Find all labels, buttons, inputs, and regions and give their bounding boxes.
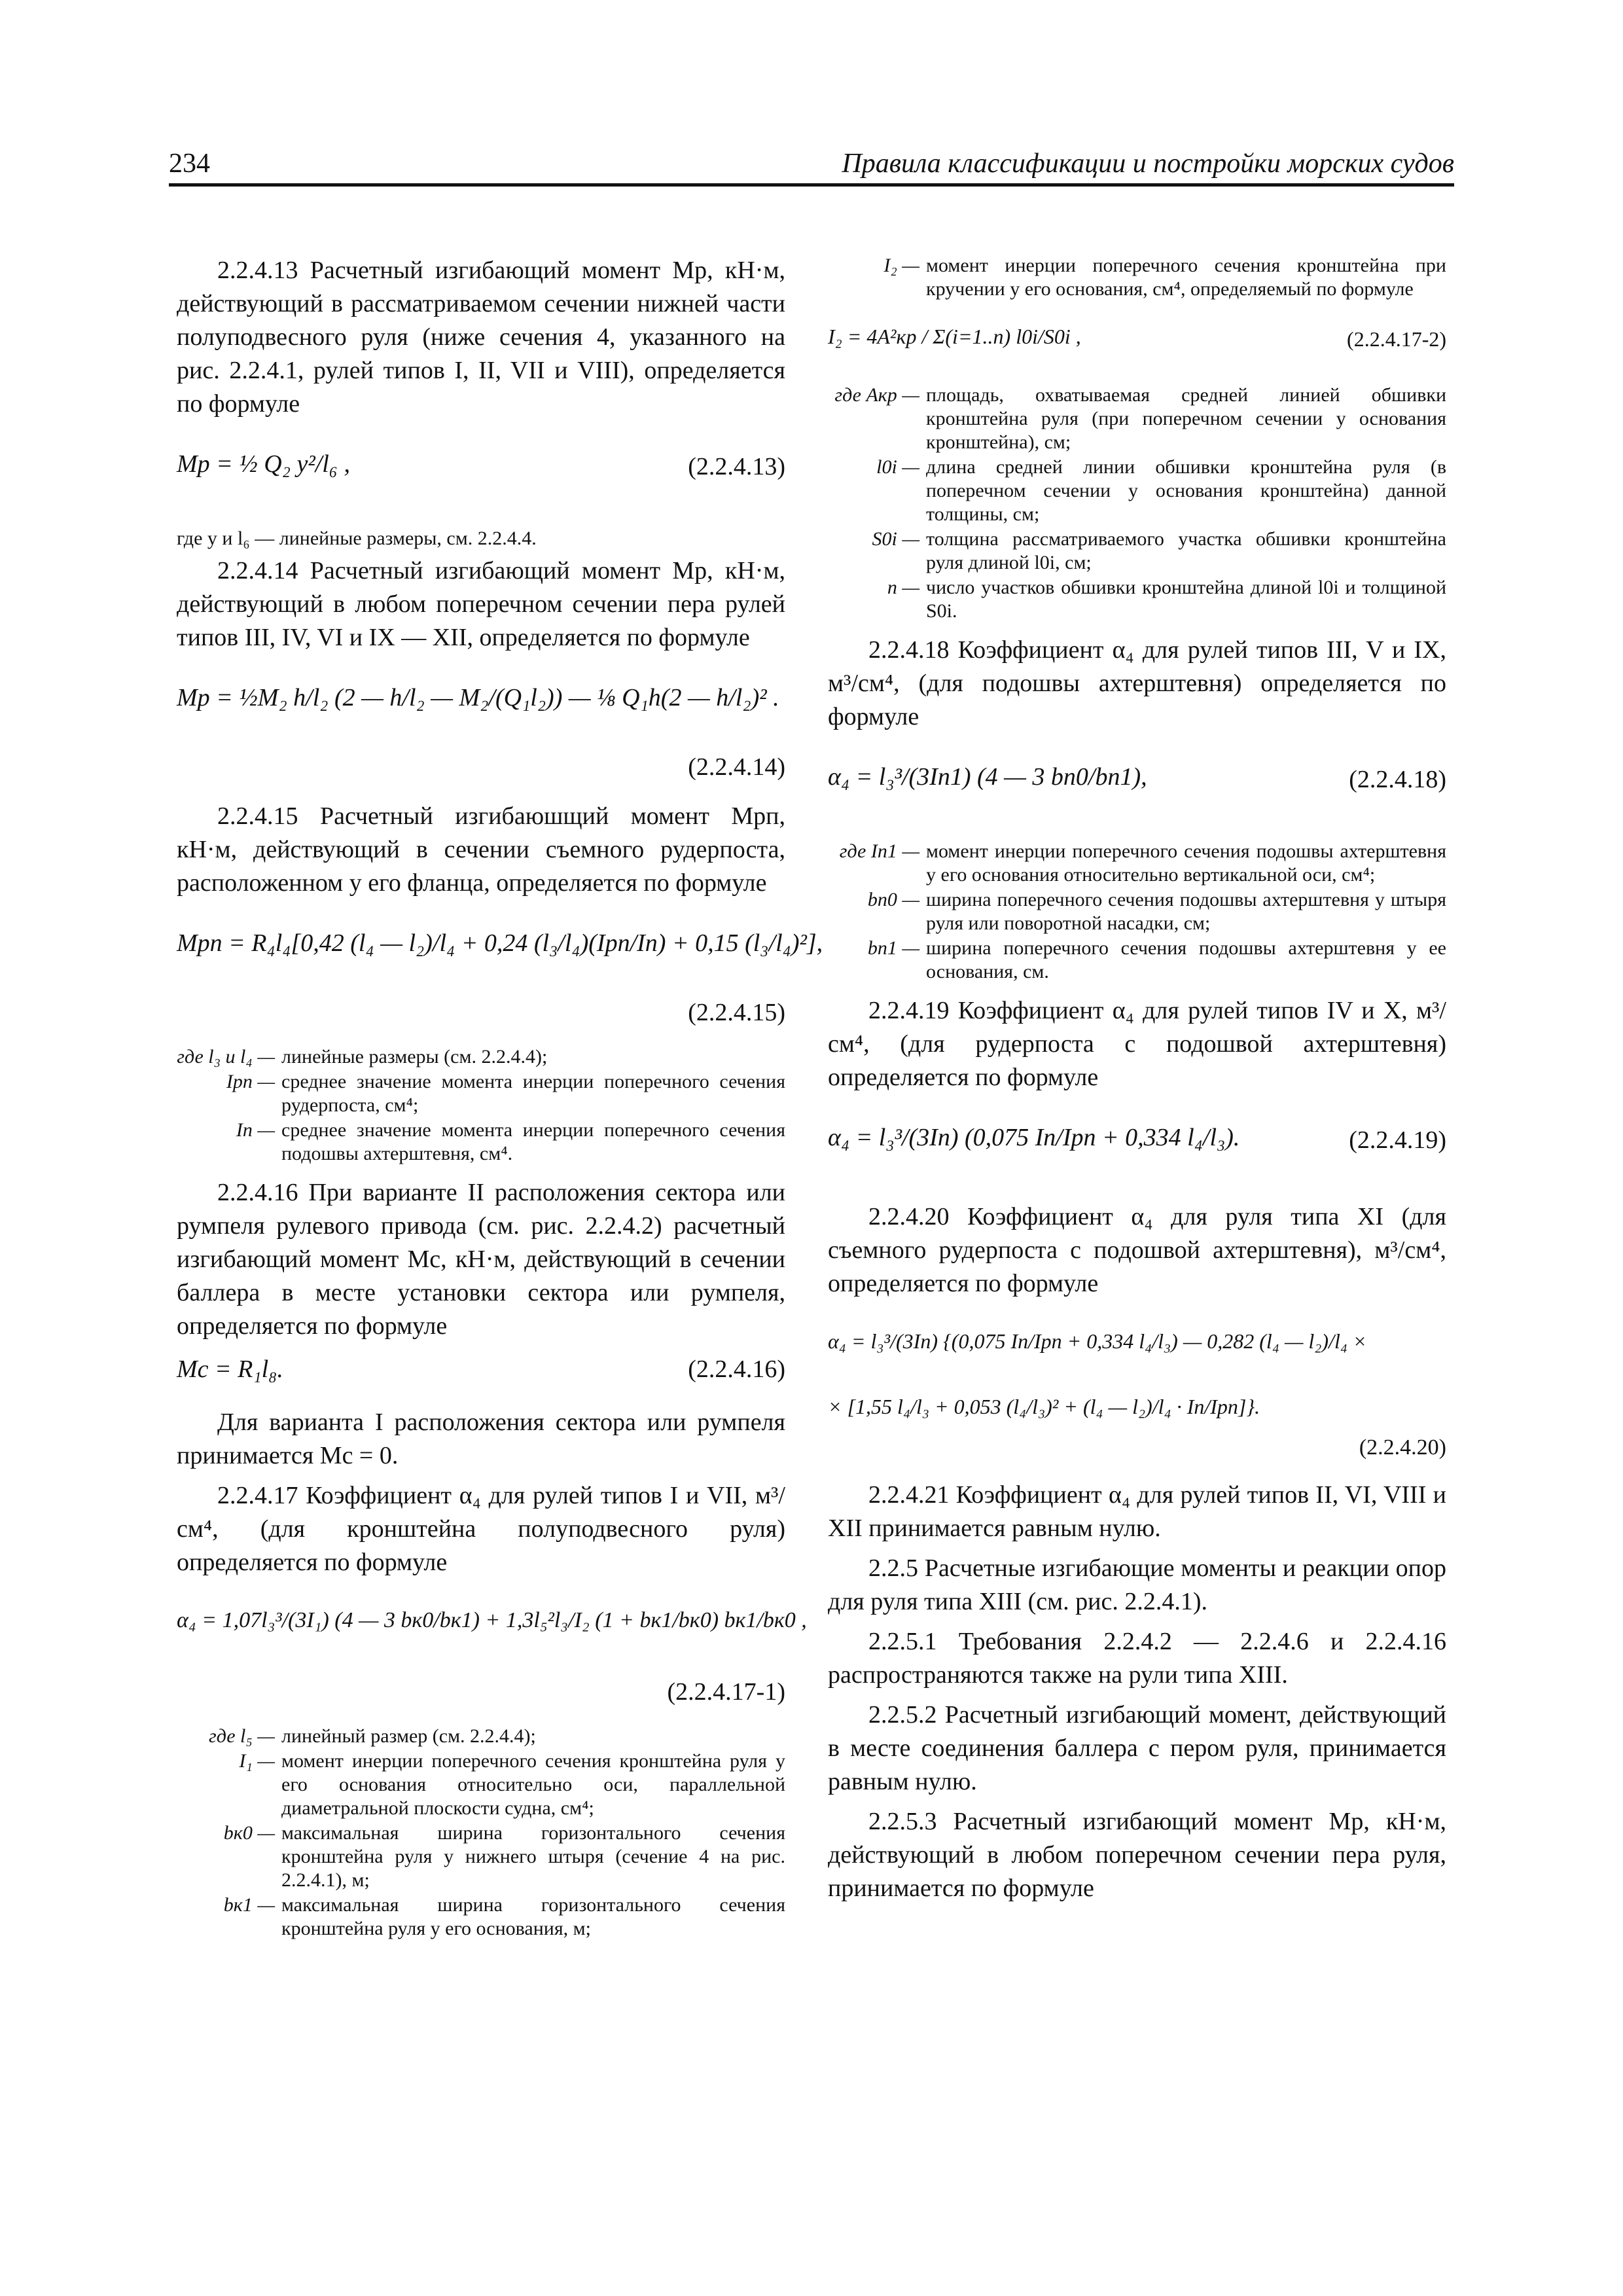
definition-symbol: где Iп1 — bbox=[839, 840, 919, 862]
paragraph-2-2-5-2: 2.2.5.2 Расчетный изгибающий момент, действующий в месте соединения баллера с пером руля, принимается равным нулю. bbox=[828, 1701, 1446, 1795]
definition-item bbox=[828, 528, 1446, 575]
formula-expression: × [1,55 l₄/l₃ + 0,053 (l₄/l₃)² + (l₄ — l₂)/l₄ · Iп/Iрп]}. bbox=[828, 1395, 1260, 1418]
formula-expression: α₄ = l₃³/(3Iп1) (4 — 3 bп0/bп1), bbox=[828, 763, 1147, 791]
definition-text: максимальная ширина горизонтального сечения кронштейна руля у его основания, м; bbox=[281, 1894, 785, 1939]
paragraph-2-2-4-14: 2.2.4.14 Расчетный изгибающий момент Mр, кН·м, действующий в любом поперечном сечении пера рулей типов III, IV, VI и IX — XII, определяется по формуле bbox=[177, 557, 785, 651]
formula-expression: α₄ = l₃³/(3Iп) {(0,075 Iп/Iрп + 0,334 l₄/l₃) — 0,282 (l₄ — l₂)/l₄ × bbox=[828, 1329, 1367, 1353]
definition-symbol: Iрп — bbox=[226, 1071, 275, 1092]
paragraph-2-2-4-16-note: Для варианта I расположения сектора или румпеля принимается Mс = 0. bbox=[177, 1408, 785, 1469]
paragraph-2-2-4-21: 2.2.4.21 Коэффициент α₄ для рулей типов II, VI, VIII и XII принимается равным нулю. bbox=[828, 1481, 1446, 1542]
definition-symbol: I₂ — bbox=[883, 255, 919, 276]
definition-symbol: n — bbox=[887, 577, 919, 598]
definition-item bbox=[828, 384, 1446, 454]
definition-text: площадь, охватываемая средней линией обшивки кронштейна руля (при поперечном сечении у основания кронштейна), см; bbox=[926, 384, 1446, 453]
formula-number: (2.2.4.17-2) bbox=[1347, 327, 1446, 351]
definition-item bbox=[177, 1119, 785, 1166]
definition-item bbox=[177, 1725, 785, 1748]
paragraph-2-2-4-13: 2.2.4.13 Расчетный изгибающий момент Mр, кН·м, действующий в рассматриваемом сечении нижней части полуподвесного руля (ниже сечения 4, указанного на рис. 2.2.4.1, рулей типов I, II, VII и VIII), определяется по формуле bbox=[177, 257, 785, 418]
definition-item bbox=[828, 937, 1446, 984]
definition-symbol: S0i — bbox=[872, 528, 919, 550]
definition-text: ширина поперечного сечения подошвы ахтерштевня у ее основания, см. bbox=[926, 937, 1446, 982]
formula-2-2-4-18 bbox=[828, 749, 1446, 821]
definition-item bbox=[828, 254, 1446, 301]
formula-2-2-4-14 bbox=[177, 670, 785, 781]
paragraph-2-2-4-16: 2.2.4.16 При варианте II расположения сектора или румпеля рулевого привода (см. рис. 2.2.4.2) расчетный изгибающий момент Mс, кН·м, действующий в сечении баллера в месте установки сектора или румпеля, определяется по формуле bbox=[177, 1179, 785, 1340]
formula-expression: Mр = ½ Q₂ y²/l₆ , bbox=[177, 450, 351, 478]
formula-2-2-4-17-1 bbox=[177, 1595, 807, 1706]
formula-expression: Mрп = R₄l₄[0,42 (l₄ — l₂)/l₄ + 0,24 (l₃/l₄)(Iрп/Iп) + 0,15 (l₃/l₄)²], bbox=[177, 929, 823, 957]
definition-text: линейный размер (см. 2.2.4.4); bbox=[281, 1725, 536, 1747]
formula-number: (2.2.4.17-1) bbox=[667, 1678, 785, 1706]
definition-symbol: Iп — bbox=[236, 1119, 275, 1141]
definition-text: длина средней линии обшивки кронштейна руля (в поперечном сечении у основания кронштейна) данной толщины, см; bbox=[926, 456, 1446, 525]
paragraph-2-2-5-3: 2.2.5.3 Расчетный изгибающий момент Mр, кН·м, действующий в любом поперечном сечении пера руля, принимается по формуле bbox=[828, 1808, 1446, 1902]
definition-item bbox=[177, 1893, 785, 1941]
paragraph-2-2-4-15: 2.2.4.15 Расчетный изгибаюшщий момент Mрп, кН·м, действующий в сечении съемного рудерпоста, расположенном у его фланца, определяется по формуле bbox=[177, 802, 785, 897]
formula-number: (2.2.4.15) bbox=[688, 999, 785, 1026]
formula-number: (2.2.4.19) bbox=[1349, 1126, 1446, 1154]
formula-number: (2.2.4.14) bbox=[688, 753, 785, 781]
definition-symbol: l0i — bbox=[876, 456, 919, 478]
definition-text: момент инерции поперечного сечения кронштейна при кручении у его основания, см⁴, определяемый по формуле bbox=[926, 255, 1446, 300]
definition-symbol: bк1 — bbox=[223, 1894, 275, 1916]
where-note: где y и l₆ — линейные размеры, см. 2.2.4.4. bbox=[177, 528, 537, 549]
definition-item bbox=[177, 1749, 785, 1820]
definition-text: момент инерции поперечного сечения подошвы ахтерштевня у его основания относительно вертикальной оси, см⁴; bbox=[926, 840, 1446, 886]
formula-expression: α₄ = 1,07l₃³/(3I₁) (4 — 3 bк0/bк1) + 1,3l₅²l₃/I₂ (1 + bк1/bк0) bк1/bк0 , bbox=[177, 1608, 807, 1632]
formula-number: (2.2.4.18) bbox=[1349, 766, 1446, 793]
definition-text: число участков обшивки кронштейна длиной l0i и толщиной S0i. bbox=[926, 577, 1446, 622]
formula-2-2-4-19 bbox=[828, 1110, 1446, 1182]
definition-symbol: где l₅ — bbox=[208, 1725, 275, 1747]
formula-number: (2.2.4.13) bbox=[688, 453, 785, 480]
definition-text: ширина поперечного сечения подошвы ахтерштевня у штыря руля или поворотной насадки, см; bbox=[926, 889, 1446, 934]
definition-list bbox=[177, 1045, 785, 1166]
definition-item bbox=[177, 1821, 785, 1892]
definition-text: максимальная ширина горизонтального сечения кронштейна руля у нижнего штыря (сечение 4 на рис. 2.2.4.1), м; bbox=[281, 1822, 785, 1891]
formula-2-2-4-20 bbox=[828, 1316, 1446, 1460]
definition-symbol: где l₃ и l₄ — bbox=[177, 1046, 275, 1067]
definition-list bbox=[828, 254, 1446, 301]
running-title: Правила классификации и постройки морских судов bbox=[842, 149, 1454, 179]
left-column bbox=[177, 254, 823, 1951]
definition-list bbox=[177, 1725, 785, 1941]
page-number: 234 bbox=[169, 149, 210, 179]
definition-symbol: bп1 — bbox=[867, 937, 919, 959]
formula-2-2-4-16 bbox=[177, 1350, 785, 1395]
definition-text: среднее значение момента инерции поперечного сечения рудерпоста, см⁴; bbox=[281, 1071, 785, 1116]
formula-expression: I₂ = 4A²кр / Σ(i=1..n) l0i/S0i , bbox=[828, 325, 1081, 348]
paragraph-2-2-4-20: 2.2.4.20 Коэффициент α₄ для руля типа XI (для съемного рудерпоста с подошвой ахтерштевня), м³/см⁴, определяется по формуле bbox=[828, 1203, 1446, 1297]
definition-symbol: I₁ — bbox=[239, 1750, 275, 1772]
definition-item bbox=[828, 576, 1446, 623]
definition-item bbox=[828, 456, 1446, 526]
paragraph-2-2-4-17: 2.2.4.17 Коэффициент α₄ для рулей типов I и VII, м³/см⁴, (для кронштейна полуподвесного руля) определяется по формуле bbox=[177, 1482, 785, 1576]
paragraph-2-2-4-19: 2.2.4.19 Коэффициент α₄ для рулей типов IV и X, м³/см⁴, (для рудерпоста с подошвой ахтерштевня) определяется по формуле bbox=[828, 997, 1446, 1091]
definition-item bbox=[177, 1070, 785, 1117]
definition-list bbox=[828, 384, 1446, 623]
formula-number: (2.2.4.20) bbox=[1359, 1435, 1446, 1460]
paragraph-2-2-4-18: 2.2.4.18 Коэффициент α₄ для рулей типов III, V и IX, м³/см⁴, (для подошвы ахтерштевня) определяется по формуле bbox=[828, 636, 1446, 730]
definition-text: момент инерции поперечного сечения кронштейна руля у его основания относительно оси, параллельной диаметральной плоскости судна, см⁴; bbox=[281, 1750, 785, 1819]
paragraph-2-2-5: 2.2.5 Расчетные изгибающие моменты и реакции опор для руля типа XIII (см. рис. 2.2.4.1). bbox=[828, 1554, 1446, 1615]
definition-item bbox=[177, 1045, 785, 1069]
formula-expression: α₄ = l₃³/(3Iп) (0,075 Iп/Iрп + 0,334 l₄/l₃). bbox=[828, 1124, 1240, 1151]
formula-number: (2.2.4.16) bbox=[688, 1355, 785, 1383]
definition-symbol: bк0 — bbox=[223, 1822, 275, 1844]
definition-text: среднее значение момента инерции поперечного сечения подошвы ахтерштевня, см⁴. bbox=[281, 1119, 785, 1164]
definition-item bbox=[828, 840, 1446, 887]
definition-symbol: где Aкр — bbox=[834, 384, 919, 406]
definition-list bbox=[828, 840, 1446, 984]
definition-text: линейные размеры (см. 2.2.4.4); bbox=[281, 1046, 548, 1067]
definition-item bbox=[828, 888, 1446, 935]
paragraph-2-2-5-1: 2.2.5.1 Требования 2.2.4.2 — 2.2.4.6 и 2.2.4.16 распространяются также на рули типа XIII. bbox=[828, 1628, 1446, 1689]
formula-2-2-4-15 bbox=[177, 916, 823, 1027]
page-header bbox=[169, 145, 1454, 187]
formula-expression: Mс = R₁l₈. bbox=[177, 1355, 283, 1383]
formula-2-2-4-13 bbox=[177, 437, 785, 509]
formula-2-2-4-17-2 bbox=[828, 312, 1446, 377]
formula-expression: Mр = ½M₂ h/l₂ (2 — h/l₂ — M₂/(Q₁l₂)) — ⅛ Q₁h(2 — h/l₂)² . bbox=[177, 684, 779, 711]
definition-symbol: bп0 — bbox=[867, 889, 919, 910]
definition-text: толщина рассматриваемого участка обшивки кронштейна руля длиной l0i, см; bbox=[926, 528, 1446, 573]
right-column bbox=[828, 254, 1446, 1912]
